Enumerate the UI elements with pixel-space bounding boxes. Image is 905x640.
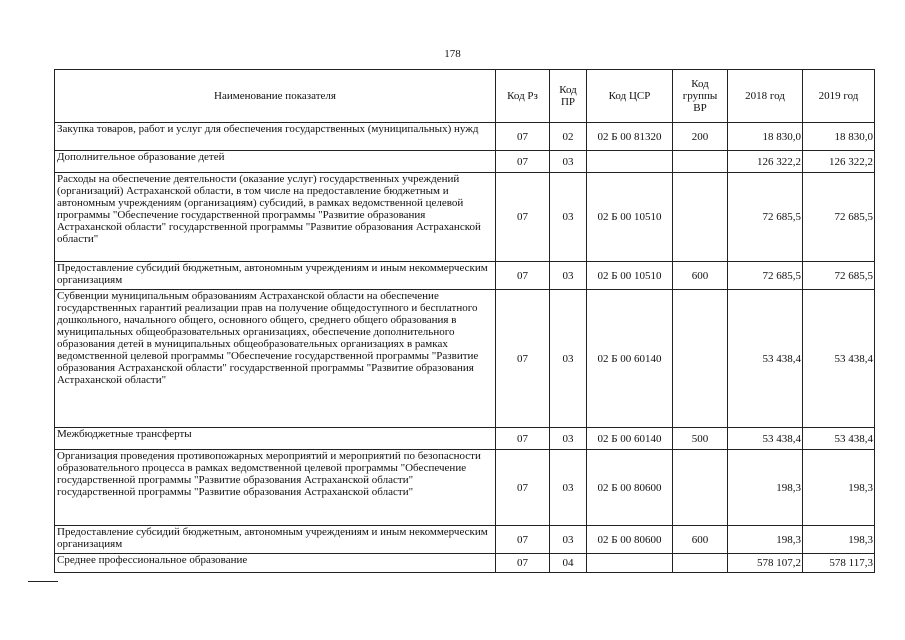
row-name: Предоставление субсидий бюджетным, автономным учреждениям и иным некоммерческим организациям (55, 262, 496, 290)
row-rz: 07 (496, 151, 550, 173)
table-row (55, 123, 875, 151)
row-csr: 02 Б 00 80600 (587, 450, 673, 526)
row-name: Среднее профессиональное образование (55, 554, 496, 573)
table-row (55, 554, 875, 573)
header-2018: 2018 год (728, 70, 803, 123)
table-row (55, 450, 875, 526)
row-vr (673, 450, 728, 526)
row-pr: 03 (550, 262, 587, 290)
row-name: Предоставление субсидий бюджетным, автономным учреждениям и иным некоммерческим организациям (55, 526, 496, 554)
row-pr: 03 (550, 151, 587, 173)
footnote-separator (28, 581, 58, 582)
row-vr (673, 151, 728, 173)
row-2018: 198,3 (728, 450, 803, 526)
row-rz: 07 (496, 262, 550, 290)
header-csr: Код ЦСР (587, 70, 673, 123)
row-2018: 72 685,5 (728, 262, 803, 290)
row-rz: 07 (496, 526, 550, 554)
row-rz: 07 (496, 554, 550, 573)
row-vr: 500 (673, 428, 728, 450)
row-csr (587, 151, 673, 173)
row-2019: 198,3 (803, 450, 875, 526)
table-row (55, 290, 875, 428)
header-name: Наименование показателя (55, 70, 496, 123)
row-pr: 03 (550, 428, 587, 450)
header-pr: Код ПР (550, 70, 587, 123)
row-pr: 03 (550, 290, 587, 428)
row-2019: 126 322,2 (803, 151, 875, 173)
table-header-row (55, 70, 875, 123)
row-2018: 18 830,0 (728, 123, 803, 151)
table-row (55, 262, 875, 290)
table-row (55, 428, 875, 450)
row-rz: 07 (496, 173, 550, 262)
row-vr: 600 (673, 526, 728, 554)
row-vr (673, 173, 728, 262)
header-vr: Код группы ВР (673, 70, 728, 123)
row-2019: 578 117,3 (803, 554, 875, 573)
row-2018: 198,3 (728, 526, 803, 554)
row-name: Межбюджетные трансферты (55, 428, 496, 450)
row-name: Расходы на обеспечение деятельности (оказание услуг) государственных учреждений (организаций) Астраханской области, в том числе на предоставление бюджетным и автономным учреждениям (организациям) субсидий, в рамках ведомственной целевой программы "Обеспечение государственной программы "Развитие образования Астраханской области" государственной программы "Развитие образования Астраханской области" (55, 173, 496, 262)
page-number: 178 (444, 48, 461, 60)
row-2018: 53 438,4 (728, 290, 803, 428)
header-2019: 2019 год (803, 70, 875, 123)
row-2018: 72 685,5 (728, 173, 803, 262)
row-2019: 53 438,4 (803, 290, 875, 428)
row-csr: 02 Б 00 60140 (587, 290, 673, 428)
row-name: Закупка товаров, работ и услуг для обеспечения государственных (муниципальных) нужд (55, 123, 496, 151)
row-pr: 03 (550, 450, 587, 526)
row-2019: 53 438,4 (803, 428, 875, 450)
row-2019: 72 685,5 (803, 262, 875, 290)
row-2019: 72 685,5 (803, 173, 875, 262)
table-row (55, 526, 875, 554)
row-2019: 18 830,0 (803, 123, 875, 151)
row-rz: 07 (496, 123, 550, 151)
row-csr: 02 Б 00 80600 (587, 526, 673, 554)
row-pr: 03 (550, 173, 587, 262)
row-csr: 02 Б 00 10510 (587, 173, 673, 262)
row-vr (673, 554, 728, 573)
row-rz: 07 (496, 428, 550, 450)
row-name: Дополнительное образование детей (55, 151, 496, 173)
row-pr: 02 (550, 123, 587, 151)
row-2019: 198,3 (803, 526, 875, 554)
table-row (55, 173, 875, 262)
row-csr (587, 554, 673, 573)
row-name: Организация проведения противопожарных мероприятий и мероприятий по безопасности образовательного процесса в рамках ведомственной целевой программы "Обеспечение государственной программы "Развитие образования Астраханской области" государственной программы "Развитие образования Астраханской области" (55, 450, 496, 526)
header-rz: Код Рз (496, 70, 550, 123)
row-rz: 07 (496, 290, 550, 428)
row-pr: 04 (550, 554, 587, 573)
row-csr: 02 Б 00 81320 (587, 123, 673, 151)
row-csr: 02 Б 00 10510 (587, 262, 673, 290)
row-vr: 200 (673, 123, 728, 151)
row-2018: 53 438,4 (728, 428, 803, 450)
row-csr: 02 Б 00 60140 (587, 428, 673, 450)
row-rz: 07 (496, 450, 550, 526)
row-vr: 600 (673, 262, 728, 290)
row-2018: 578 107,2 (728, 554, 803, 573)
budget-table (54, 69, 875, 573)
table-row (55, 151, 875, 173)
row-2018: 126 322,2 (728, 151, 803, 173)
row-name: Субвенции муниципальным образованиям Астраханской области на обеспечение государственных гарантий реализации прав на получение общедоступного и бесплатного дошкольного, начального общего, основного общего, среднего общего образования в муниципальных общеобразовательных организациях, обеспечение дополнительного образования детей в муниципальных общеобразовательных организациях в рамках ведомственной целевой программы "Обеспечение государственной программы "Развитие образования Астраханской области" государственной программы "Развитие образования Астраханской области" (55, 290, 496, 428)
row-vr (673, 290, 728, 428)
row-pr: 03 (550, 526, 587, 554)
